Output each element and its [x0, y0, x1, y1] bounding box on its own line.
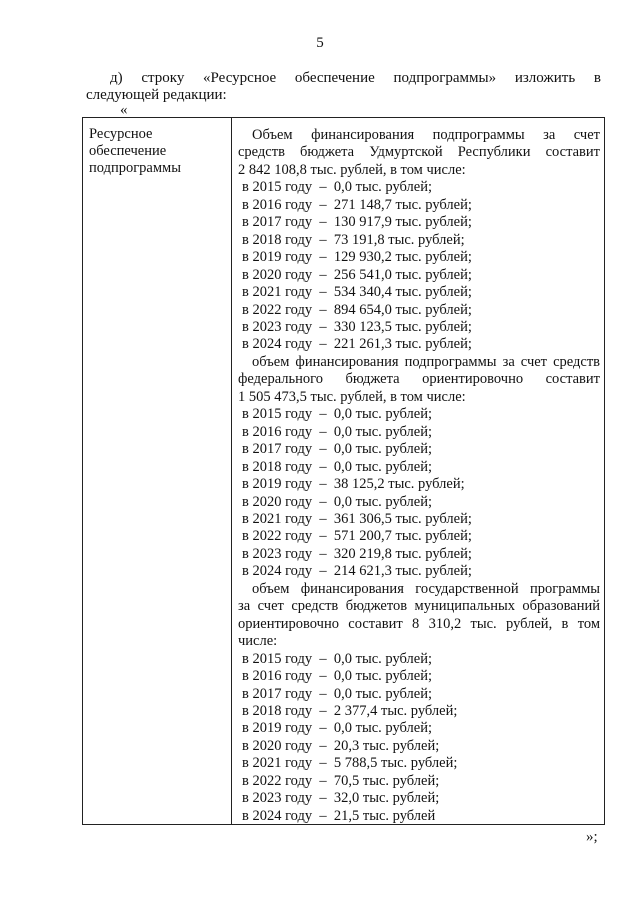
- paragraph-line: 1 505 473,5 тыс. рублей, в том числе:: [238, 388, 466, 405]
- intro-word: в: [593, 70, 601, 86]
- dash: –: [319, 807, 327, 824]
- year-label: в 2019 году: [242, 249, 313, 266]
- dash: –: [319, 493, 327, 510]
- dash: –: [319, 528, 327, 545]
- year-label: в 2022 году: [242, 772, 313, 789]
- dash: –: [319, 249, 327, 266]
- dash: –: [319, 476, 327, 493]
- year-row: [238, 214, 600, 231]
- year-row: [238, 197, 600, 214]
- dash: –: [319, 790, 327, 807]
- dash: –: [319, 685, 327, 702]
- year-label: в 2016 году: [242, 196, 313, 213]
- dash: –: [319, 458, 327, 475]
- dash: –: [319, 650, 327, 667]
- paragraph-line: Объем финансирования подпрограммы за счет: [252, 127, 600, 143]
- year-row: [238, 720, 600, 737]
- page-number: 5: [316, 35, 324, 51]
- dash: –: [319, 266, 327, 283]
- year-label: в 2015 году: [242, 179, 313, 196]
- intro-word: обеспечение: [294, 70, 375, 86]
- amount: 130 917,9 тыс. рублей;: [333, 214, 472, 231]
- intro-word: «Ресурсное: [203, 70, 277, 86]
- intro-word: д): [110, 70, 123, 86]
- dash: –: [319, 772, 327, 789]
- amount: 0,0 тыс. рублей;: [333, 650, 433, 667]
- dash: –: [319, 301, 327, 318]
- amount: 361 306,5 тыс. рублей;: [333, 510, 472, 527]
- dash: –: [319, 336, 327, 353]
- dash: –: [319, 231, 327, 248]
- year-label: в 2022 году: [242, 528, 313, 545]
- amount: 0,0 тыс. рублей;: [333, 493, 433, 510]
- year-row: [238, 441, 600, 458]
- row-label: [89, 126, 227, 177]
- amount: 0,0 тыс. рублей;: [333, 179, 433, 196]
- year-label: в 2021 году: [242, 284, 313, 301]
- year-label: в 2024 году: [242, 563, 313, 580]
- amount: 0,0 тыс. рублей;: [333, 720, 433, 737]
- year-row: [238, 808, 600, 825]
- year-label: в 2016 году: [242, 668, 313, 685]
- intro-line-2: следующей редакции:: [86, 87, 227, 103]
- year-row: [238, 249, 600, 266]
- amount: 21,5 тыс. рублей: [333, 807, 436, 824]
- amount: 73 191,8 тыс. рублей;: [333, 231, 465, 248]
- year-label: в 2017 году: [242, 214, 313, 231]
- dash: –: [319, 720, 327, 737]
- dash: –: [319, 179, 327, 196]
- year-row: [238, 668, 600, 685]
- amount: 38 125,2 тыс. рублей;: [333, 476, 465, 493]
- amount: 0,0 тыс. рублей;: [333, 441, 433, 458]
- year-label: в 2016 году: [242, 423, 313, 440]
- dash: –: [319, 510, 327, 527]
- intro-paragraph: [86, 70, 601, 104]
- year-row: [238, 232, 600, 249]
- intro-word: изложить: [514, 70, 576, 86]
- amount: 0,0 тыс. рублей;: [333, 668, 433, 685]
- year-row: [238, 703, 600, 720]
- paragraph-line: объем финансирования государственной программы: [252, 580, 600, 597]
- close-quote: »;: [586, 829, 598, 845]
- year-row: [238, 686, 600, 703]
- amount: 256 541,0 тыс. рублей;: [333, 266, 472, 283]
- amount: 214 621,3 тыс. рублей;: [333, 563, 472, 580]
- label-line: подпрограммы: [89, 160, 181, 176]
- year-row: [238, 179, 600, 196]
- year-row: [238, 319, 600, 336]
- column-divider: [231, 118, 232, 824]
- year-row: [238, 738, 600, 755]
- year-label: в 2018 году: [242, 458, 313, 475]
- year-label: в 2024 году: [242, 336, 313, 353]
- year-label: в 2021 году: [242, 755, 313, 772]
- resource-table: [82, 117, 605, 825]
- amount: 0,0 тыс. рублей;: [333, 406, 433, 423]
- year-row: [238, 476, 600, 493]
- amount: 894 654,0 тыс. рублей;: [333, 301, 472, 318]
- year-label: в 2019 году: [242, 720, 313, 737]
- amount: 271 148,7 тыс. рублей;: [333, 196, 472, 213]
- year-label: в 2020 году: [242, 266, 313, 283]
- amount: 129 930,2 тыс. рублей;: [333, 249, 472, 266]
- paragraph-line: объем финансирования подпрограммы за счет средств: [252, 353, 600, 370]
- year-row: [238, 459, 600, 476]
- amount: 320 219,8 тыс. рублей;: [333, 545, 472, 562]
- year-label: в 2019 году: [242, 476, 313, 493]
- year-row: [238, 773, 600, 790]
- year-label: в 2018 году: [242, 231, 313, 248]
- dash: –: [319, 406, 327, 423]
- dash: –: [319, 423, 327, 440]
- intro-word: подпрограммы»: [393, 70, 497, 86]
- dash: –: [319, 196, 327, 213]
- year-label: в 2018 году: [242, 702, 313, 719]
- year-label: в 2015 году: [242, 650, 313, 667]
- amount: 534 340,4 тыс. рублей;: [333, 284, 472, 301]
- year-row: [238, 424, 600, 441]
- year-label: в 2017 году: [242, 685, 313, 702]
- dash: –: [319, 737, 327, 754]
- year-row: [238, 336, 600, 353]
- label-line: Ресурсное: [89, 126, 153, 142]
- intro-word: строку: [141, 70, 185, 86]
- year-row: [238, 790, 600, 807]
- year-label: в 2023 году: [242, 545, 313, 562]
- year-label: в 2023 году: [242, 318, 313, 335]
- dash: –: [319, 214, 327, 231]
- amount: 0,0 тыс. рублей;: [333, 685, 433, 702]
- year-row: [238, 546, 600, 563]
- paragraph-line: числе:: [238, 633, 278, 650]
- amount: 571 200,7 тыс. рублей;: [333, 528, 472, 545]
- amount: 70,5 тыс. рублей;: [333, 772, 440, 789]
- year-row: [238, 267, 600, 284]
- paragraph-line: 2 842 108,8 тыс. рублей, в том числе:: [238, 161, 466, 178]
- amount: 0,0 тыс. рублей;: [333, 458, 433, 475]
- year-label: в 2023 году: [242, 790, 313, 807]
- year-row: [238, 406, 600, 423]
- dash: –: [319, 545, 327, 562]
- open-quote: «: [120, 102, 128, 118]
- year-row: [238, 651, 600, 668]
- year-row: [238, 302, 600, 319]
- amount: 5 788,5 тыс. рублей;: [333, 755, 458, 772]
- amount: 20,3 тыс. рублей;: [333, 737, 440, 754]
- year-label: в 2024 году: [242, 807, 313, 824]
- amount: 0,0 тыс. рублей;: [333, 423, 433, 440]
- year-label: в 2015 году: [242, 406, 313, 423]
- amount: 32,0 тыс. рублей;: [333, 790, 440, 807]
- year-label: в 2020 году: [242, 737, 313, 754]
- label-line: обеспечение: [89, 143, 167, 159]
- year-row: [238, 284, 600, 301]
- year-row: [238, 494, 600, 511]
- dash: –: [319, 668, 327, 685]
- dash: –: [319, 284, 327, 301]
- financing-content: [238, 127, 600, 825]
- year-label: в 2017 году: [242, 441, 313, 458]
- paragraph-line: средств бюджета Удмуртской Республики составит: [238, 144, 600, 161]
- dash: –: [319, 702, 327, 719]
- year-label: в 2022 году: [242, 301, 313, 318]
- dash: –: [319, 563, 327, 580]
- paragraph-line: федерального бюджета ориентировочно составит: [238, 371, 600, 388]
- year-row: [238, 563, 600, 580]
- amount: 330 123,5 тыс. рублей;: [333, 318, 472, 335]
- year-row: [238, 511, 600, 528]
- dash: –: [319, 318, 327, 335]
- year-label: в 2021 году: [242, 510, 313, 527]
- dash: –: [319, 755, 327, 772]
- paragraph-line: за счет средств бюджетов муниципальных образований: [238, 598, 600, 615]
- year-row: [238, 528, 600, 545]
- year-row: [238, 755, 600, 772]
- year-label: в 2020 году: [242, 493, 313, 510]
- intro-line-1: [86, 70, 601, 87]
- paragraph-line: ориентировочно составит 8 310,2 тыс. рублей, в том: [238, 615, 600, 632]
- dash: –: [319, 441, 327, 458]
- amount: 2 377,4 тыс. рублей;: [333, 702, 458, 719]
- amount: 221 261,3 тыс. рублей;: [333, 336, 472, 353]
